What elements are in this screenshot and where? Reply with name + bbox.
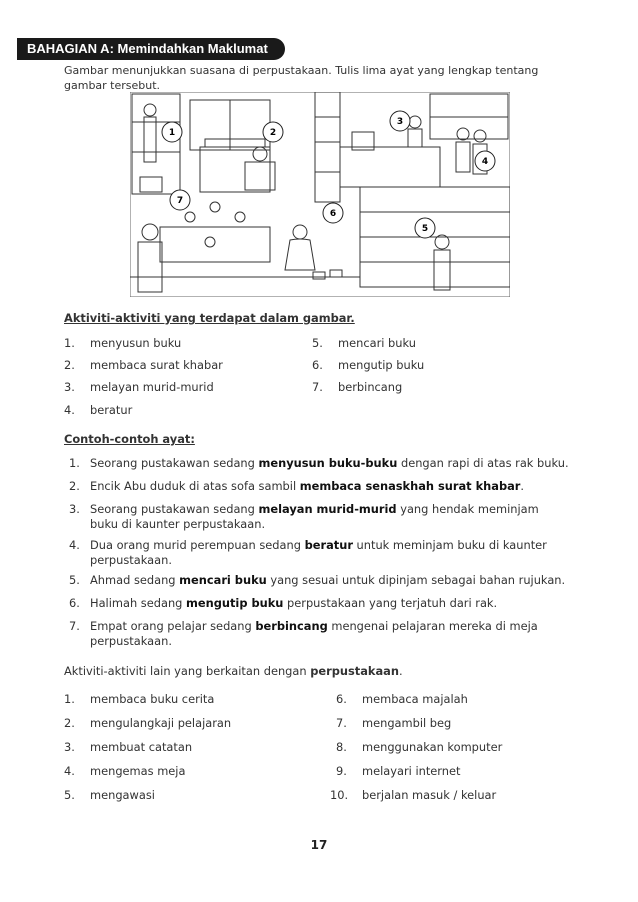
intro-instruction: Gambar menunjukkan suasana di perpustakaan. Tulis lima ayat yang lengkap tentang gambar tersebut. (64, 64, 539, 92)
other-item: membuat catatan (90, 740, 193, 754)
example-sentence: Encik Abu duduk di atas sofa sambil membaca senaskhah surat khabar. (90, 479, 525, 493)
example-sentence: Dua orang murid perempuan sedang beratur untuk meminjam buku di kaunter perpustakaan. (90, 538, 547, 567)
other-item: berjalan masuk / keluar (362, 788, 497, 802)
activity-item: membaca surat khabar (90, 358, 223, 372)
other-item: membaca majalah (362, 692, 468, 706)
activity-num: 2. (64, 358, 75, 372)
activity-num: 1. (64, 336, 75, 350)
example-sentence: Seorang pustakawan sedang menyusun buku-buku dengan rapi di atas rak buku. (90, 456, 569, 470)
other-num: 10. (330, 788, 349, 802)
other-num: 7. (336, 716, 347, 730)
example-sentence: Seorang pustakawan sedang melayan murid-murid yang hendak meminjam buku di kaunter perpustakaan. (90, 502, 539, 531)
activity-num: 4. (64, 403, 75, 417)
page-number: 17 (310, 838, 328, 852)
marker-5: 5 (421, 224, 429, 234)
other-num: 8. (336, 740, 347, 754)
other-num: 5. (64, 788, 75, 802)
marker-7: 7 (176, 196, 184, 206)
activity-item: mengutip buku (338, 358, 425, 372)
other-item: mengawasi (90, 788, 155, 802)
other-num: 9. (336, 764, 347, 778)
marker-4: 4 (481, 157, 489, 167)
other-num: 1. (64, 692, 75, 706)
marker-2: 2 (269, 128, 277, 138)
example-num: 4. (69, 538, 80, 552)
examples-heading: Contoh-contoh ayat: (64, 432, 195, 446)
activity-item: melayan murid-murid (90, 380, 214, 394)
example-sentence: Empat orang pelajar sedang berbincang mengenai pelajaran mereka di meja perpustakaan. (90, 619, 538, 648)
library-illustration (130, 92, 510, 297)
other-num: 6. (336, 692, 347, 706)
activity-num: 6. (312, 358, 323, 372)
other-num: 3. (64, 740, 75, 754)
example-num: 2. (69, 479, 80, 493)
activity-num: 5. (312, 336, 323, 350)
other-item: membaca buku cerita (90, 692, 215, 706)
other-item: mengulangkaji pelajaran (90, 716, 232, 730)
example-num: 5. (69, 573, 80, 587)
other-item: melayari internet (362, 764, 461, 778)
example-num: 1. (69, 456, 80, 470)
marker-6: 6 (329, 209, 337, 219)
activity-num: 7. (312, 380, 323, 394)
activity-item: mencari buku (338, 336, 416, 350)
other-num: 4. (64, 764, 75, 778)
example-num: 3. (69, 502, 80, 516)
example-sentence: Halimah sedang mengutip buku perpustakaan yang terjatuh dari rak. (90, 596, 498, 610)
activity-item: beratur (90, 403, 133, 417)
activity-num: 3. (64, 380, 75, 394)
section-header: BAHAGIAN A: Memindahkan Maklumat (17, 38, 285, 60)
example-num: 6. (69, 596, 80, 610)
activities-heading: Aktiviti-aktiviti yang terdapat dalam gambar. (64, 311, 355, 325)
activity-item: menyusun buku (90, 336, 182, 350)
other-item: menggunakan komputer (362, 740, 503, 754)
example-num: 7. (69, 619, 80, 633)
other-num: 2. (64, 716, 75, 730)
other-activities-heading: Aktiviti-aktiviti lain yang berkaitan dengan perpustakaan. (64, 664, 403, 678)
marker-3: 3 (396, 117, 404, 127)
activity-item: berbincang (338, 380, 403, 394)
marker-1: 1 (168, 128, 176, 138)
other-item: mengambil beg (362, 716, 452, 730)
other-item: mengemas meja (90, 764, 186, 778)
example-sentence: Ahmad sedang mencari buku yang sesuai untuk dipinjam sebagai bahan rujukan. (90, 573, 566, 587)
